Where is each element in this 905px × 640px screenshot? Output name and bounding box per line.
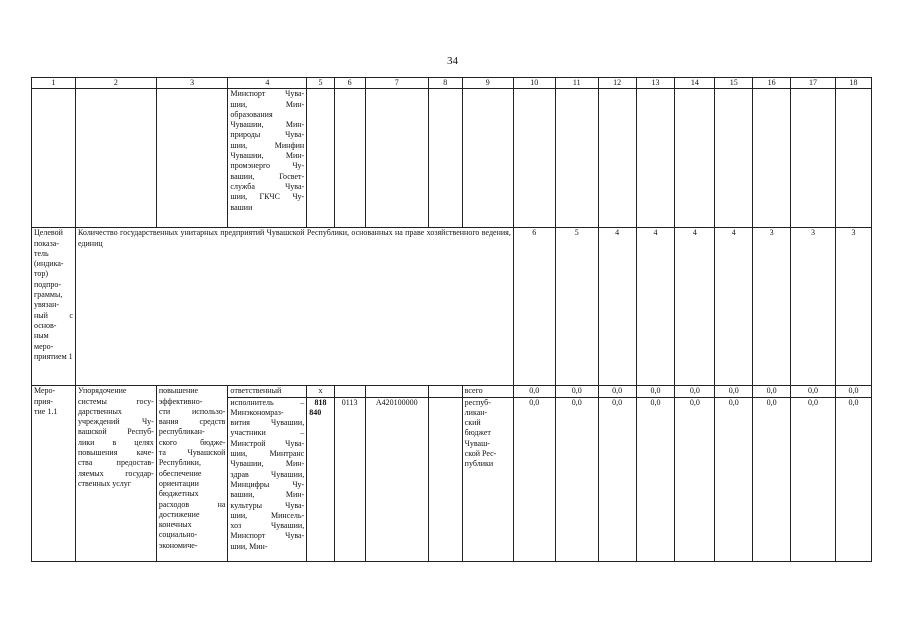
indicator-value-13: 4 <box>636 228 675 386</box>
text-line: системы госу- <box>77 396 154 406</box>
text-line: вашии, Госвет- <box>230 171 305 181</box>
text-line: ства предостав- <box>77 458 154 468</box>
cont-cell-9 <box>462 89 513 228</box>
indicator-value-10: 6 <box>513 228 555 386</box>
text-line: социально- <box>158 530 198 540</box>
text-line: шии, Минтранс <box>230 449 305 459</box>
event-budget-value-14: 0,0 <box>675 397 715 561</box>
indicator-value-18: 3 <box>836 228 872 386</box>
text-line: образования <box>230 109 273 119</box>
text-line: (индика- <box>34 259 64 269</box>
indicator-value-12: 4 <box>598 228 636 386</box>
column-number-10: 10 <box>513 78 555 89</box>
column-number-3: 3 <box>156 78 228 89</box>
text-line: Чувашии, Мин- <box>230 120 305 130</box>
event-grbs-codes <box>307 397 335 561</box>
text-line: граммы, <box>34 290 63 300</box>
text-line: повышение <box>158 386 199 396</box>
event-source-total: всего <box>462 386 513 397</box>
text-line: повышения каче- <box>77 448 154 458</box>
text-line: увязан- <box>34 300 60 310</box>
text-line: шии, Минфин <box>230 140 305 150</box>
text-line: служба Чува- <box>230 181 305 191</box>
text-line: 840 <box>309 407 322 417</box>
text-line: меро- <box>34 341 54 351</box>
text-line: вития Чувашии, <box>230 418 305 428</box>
text-line: хоз Чувашии, <box>230 521 305 531</box>
column-number-17: 17 <box>791 78 836 89</box>
text-line: Целевой <box>34 228 63 238</box>
text-line: бюджет <box>464 428 491 438</box>
column-number-5: 5 <box>307 78 335 89</box>
text-line: ликан- <box>464 407 488 417</box>
event-budget-value-16: 0,0 <box>753 397 791 561</box>
text-line: Меро- <box>34 386 56 396</box>
text-line: обеспечение <box>158 468 202 478</box>
text-line: ский <box>464 418 481 428</box>
text-line: основ- <box>34 320 57 330</box>
text-line: Минспорт Чува- <box>230 89 305 99</box>
event-budget-value-15: 0,0 <box>715 397 753 561</box>
text-line: та Чувашской <box>158 448 226 458</box>
text-line: тие 1.1 <box>34 406 58 416</box>
text-line: шии, Минсель- <box>230 510 305 520</box>
cont-cell-14 <box>675 89 715 228</box>
cont-cell-3 <box>156 89 228 228</box>
event-csr-top <box>365 386 428 397</box>
text-line: лики в целях <box>77 437 154 447</box>
text-line: Минспорт Чува- <box>230 531 305 541</box>
indicator-value-14: 4 <box>675 228 715 386</box>
indicator-description: Количество государственных унитарных предприятий Чувашской Республики, основанных на праве хозяйственного ведения, единиц <box>75 228 513 386</box>
text-line: здрав Чувашии, <box>230 469 305 479</box>
column-number-8: 8 <box>428 78 462 89</box>
column-number-7: 7 <box>365 78 428 89</box>
program-table <box>31 77 872 562</box>
event-total-value-13: 0,0 <box>636 386 675 397</box>
text-line: исполнитель – <box>230 397 305 407</box>
text-line: 818 <box>314 397 327 407</box>
text-line: республикан- <box>158 427 205 437</box>
event-budget-value-13: 0,0 <box>636 397 675 561</box>
event-total-value-11: 0,0 <box>555 386 598 397</box>
text-line: учреждений Чу- <box>77 417 154 427</box>
indicator-row <box>32 228 872 386</box>
text-line: Чувашии, Мин- <box>230 151 305 161</box>
cont-cell-13 <box>636 89 675 228</box>
event-participants-text <box>228 397 307 561</box>
event-rzpr-top <box>334 386 365 397</box>
text-line: бюджетных <box>158 489 199 499</box>
cont-cell-8 <box>428 89 462 228</box>
text-line: подпро- <box>34 279 62 289</box>
text-line: тель <box>34 248 49 258</box>
column-number-16: 16 <box>753 78 791 89</box>
text-line: природы Чува- <box>230 130 305 140</box>
event-budget-value-12: 0,0 <box>598 397 636 561</box>
column-number-14: 14 <box>675 78 715 89</box>
text-line: шии, ГКЧС Чу- <box>230 192 305 202</box>
event-rzpr-code: 0113 <box>334 397 365 561</box>
event-vr-top <box>428 386 462 397</box>
text-line: эффективно- <box>158 396 203 406</box>
text-line: достижение <box>158 509 200 519</box>
text-line: тор) <box>34 269 49 279</box>
text-line: промэнерго Чу- <box>230 161 305 171</box>
text-line: Чувашии, Мин- <box>230 459 305 469</box>
indicator-value-15: 4 <box>715 228 753 386</box>
event-responsible-label: ответственный <box>228 386 307 397</box>
text-line: расходов на <box>158 499 226 509</box>
cont-cell-10 <box>513 89 555 228</box>
text-line: ского бюдже- <box>158 437 226 447</box>
event-budget-value-18: 0,0 <box>836 397 872 561</box>
column-number-13: 13 <box>636 78 675 89</box>
cont-cell-1 <box>32 89 76 228</box>
column-number-9: 9 <box>462 78 513 89</box>
cont-cell-5 <box>307 89 335 228</box>
event-csr-code: А420100000 <box>365 397 428 561</box>
text-line: конечных <box>158 520 192 530</box>
event-budget-value-17: 0,0 <box>791 397 836 561</box>
text-line: респуб- <box>464 397 491 407</box>
column-number-4: 4 <box>228 78 307 89</box>
cont-cell-2 <box>75 89 156 228</box>
column-number-18: 18 <box>836 78 872 89</box>
text-line: ляемых государ- <box>77 468 154 478</box>
text-line: культуры Чува- <box>230 500 305 510</box>
text-line: Минэкономраз- <box>230 407 284 417</box>
text-line: экономиче- <box>158 540 198 550</box>
text-line: прия- <box>34 396 53 406</box>
text-line: ской Рес- <box>464 449 497 459</box>
text-line: шии, Мин- <box>230 99 305 109</box>
text-line: ориентации <box>158 478 199 488</box>
text-line: приятием 1 <box>34 351 73 361</box>
text-line: вашии <box>230 202 253 212</box>
column-number-15: 15 <box>715 78 753 89</box>
text-line: сти использо- <box>158 406 226 416</box>
cont-cell-18 <box>836 89 872 228</box>
cont-cell-17 <box>791 89 836 228</box>
event-total-value-10: 0,0 <box>513 386 555 397</box>
event-vr-code <box>428 397 462 561</box>
page-number: 34 <box>447 55 458 67</box>
text-line: Минстрой Чува- <box>230 438 305 448</box>
text-line: вания средств <box>158 417 226 427</box>
text-line: публики <box>464 459 494 469</box>
column-number-2: 2 <box>75 78 156 89</box>
event-name-text <box>75 386 156 561</box>
text-line: Республики, <box>158 458 201 468</box>
indicator-value-16: 3 <box>753 228 791 386</box>
event-source-budget <box>462 397 513 561</box>
column-number-6: 6 <box>334 78 365 89</box>
text-line: вашской Респуб- <box>77 427 154 437</box>
cont-cell-15 <box>715 89 753 228</box>
event-goal-text <box>156 386 228 561</box>
event-total-value-16: 0,0 <box>753 386 791 397</box>
text-line: Минцифры Чу- <box>230 479 305 489</box>
event-grbs-top: x <box>307 386 335 397</box>
text-line: показа- <box>34 238 59 248</box>
event-top-row <box>32 386 872 397</box>
cont-cell-16 <box>753 89 791 228</box>
column-number-row <box>32 78 872 89</box>
event-label <box>32 386 76 561</box>
indicator-value-11: 5 <box>555 228 598 386</box>
cont-cell-11 <box>555 89 598 228</box>
event-budget-value-11: 0,0 <box>555 397 598 561</box>
event-total-value-18: 0,0 <box>836 386 872 397</box>
text-line: шии, Мин- <box>230 541 268 551</box>
event-total-value-15: 0,0 <box>715 386 753 397</box>
text-line: Упорядочение <box>77 386 127 396</box>
event-total-value-12: 0,0 <box>598 386 636 397</box>
text-line: дарственных <box>77 406 122 416</box>
cont-participants-text <box>228 89 307 228</box>
text-line: Чуваш- <box>464 438 490 448</box>
text-line: ный с <box>34 310 73 320</box>
column-number-11: 11 <box>555 78 598 89</box>
event-budget-value-10: 0,0 <box>513 397 555 561</box>
indicator-value-17: 3 <box>791 228 836 386</box>
cont-cell-6 <box>334 89 365 228</box>
text-line: участники – <box>230 428 305 438</box>
text-line: ственных услуг <box>77 478 132 488</box>
column-number-1: 1 <box>32 78 76 89</box>
cont-cell-12 <box>598 89 636 228</box>
event-total-value-14: 0,0 <box>675 386 715 397</box>
column-number-12: 12 <box>598 78 636 89</box>
continuation-row <box>32 89 872 228</box>
event-total-value-17: 0,0 <box>791 386 836 397</box>
cont-cell-7 <box>365 89 428 228</box>
indicator-label <box>32 228 76 386</box>
text-line: ным <box>34 331 49 341</box>
text-line: вашии, Мин- <box>230 490 305 500</box>
